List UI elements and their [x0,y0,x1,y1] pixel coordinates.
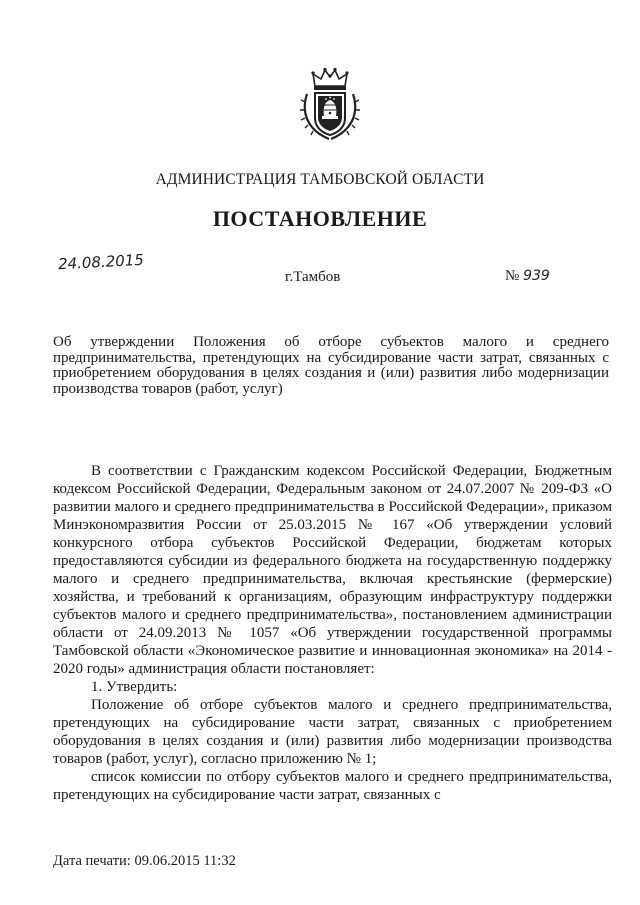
handwritten-number: 939 [523,268,550,284]
body-paragraph: В соответствии с Гражданским кодексом Российской Федерации, Бюджетным кодексом Российской Федерации, Федеральным законом от 24.07.2007 № 209-ФЗ «О развитии малого и среднего предпринимательства в Российской Федерации», приказом Минэкономразвития России от 25.03.2015 № 167 «Об утверждении условий конкурсного отбора субъектов Российской Федерации, бюджетам которых предоставляются субсидии из федерального бюджета на государственную поддержку малого и среднего предпринимательства, включая крестьянские (фермерские) хозяйства, и требований к организациям, образующим инфраструктуру поддержки субъектов малого и среднего предпринимательства», постановлением администрации области от 24.09.2013 № 1057 «Об утверждении государственной программы Тамбовской области «Экономическое развитие и инновационная экономика» на 2014 - 2020 годы» администрация области постановляет: [53,463,612,677]
document-body [53,462,612,804]
body-paragraph: список комиссии по отбору субъектов малого и среднего предпринимательства, претендующих на субсидирование части затрат, связанных с [53,769,612,803]
city-label: г.Тамбов [285,269,341,285]
print-date: Дата печати: 09.06.2015 11:32 [53,853,236,869]
coat-of-arms-icon [299,66,361,142]
document-subject: Об утверждении Положения об отборе субъектов малого и среднего предпринимательства, претендующих на субсидирование части затрат, связанных с приобретением оборудования в целях создания и (или) развития либо модернизации производства товаров (работ, услуг) [53,334,609,397]
document-number [505,268,550,285]
organization-name: АДМИНИСТРАЦИЯ ТАМБОВСКОЙ ОБЛАСТИ [155,171,485,188]
number-sign: № [505,268,520,284]
body-paragraph: 1. Утвердить: [91,679,178,695]
body-paragraph: Положение об отборе субъектов малого и среднего предпринимательства, претендующих на субсидирование части затрат, связанных с приобретением оборудования в целях создания и (или) развития либо модернизации производства товаров (работ, услуг), согласно приложению № 1; [53,697,612,767]
document-type-title: ПОСТАНОВЛЕНИЕ [212,206,428,231]
handwritten-date: 24.08.2015 [57,250,145,274]
